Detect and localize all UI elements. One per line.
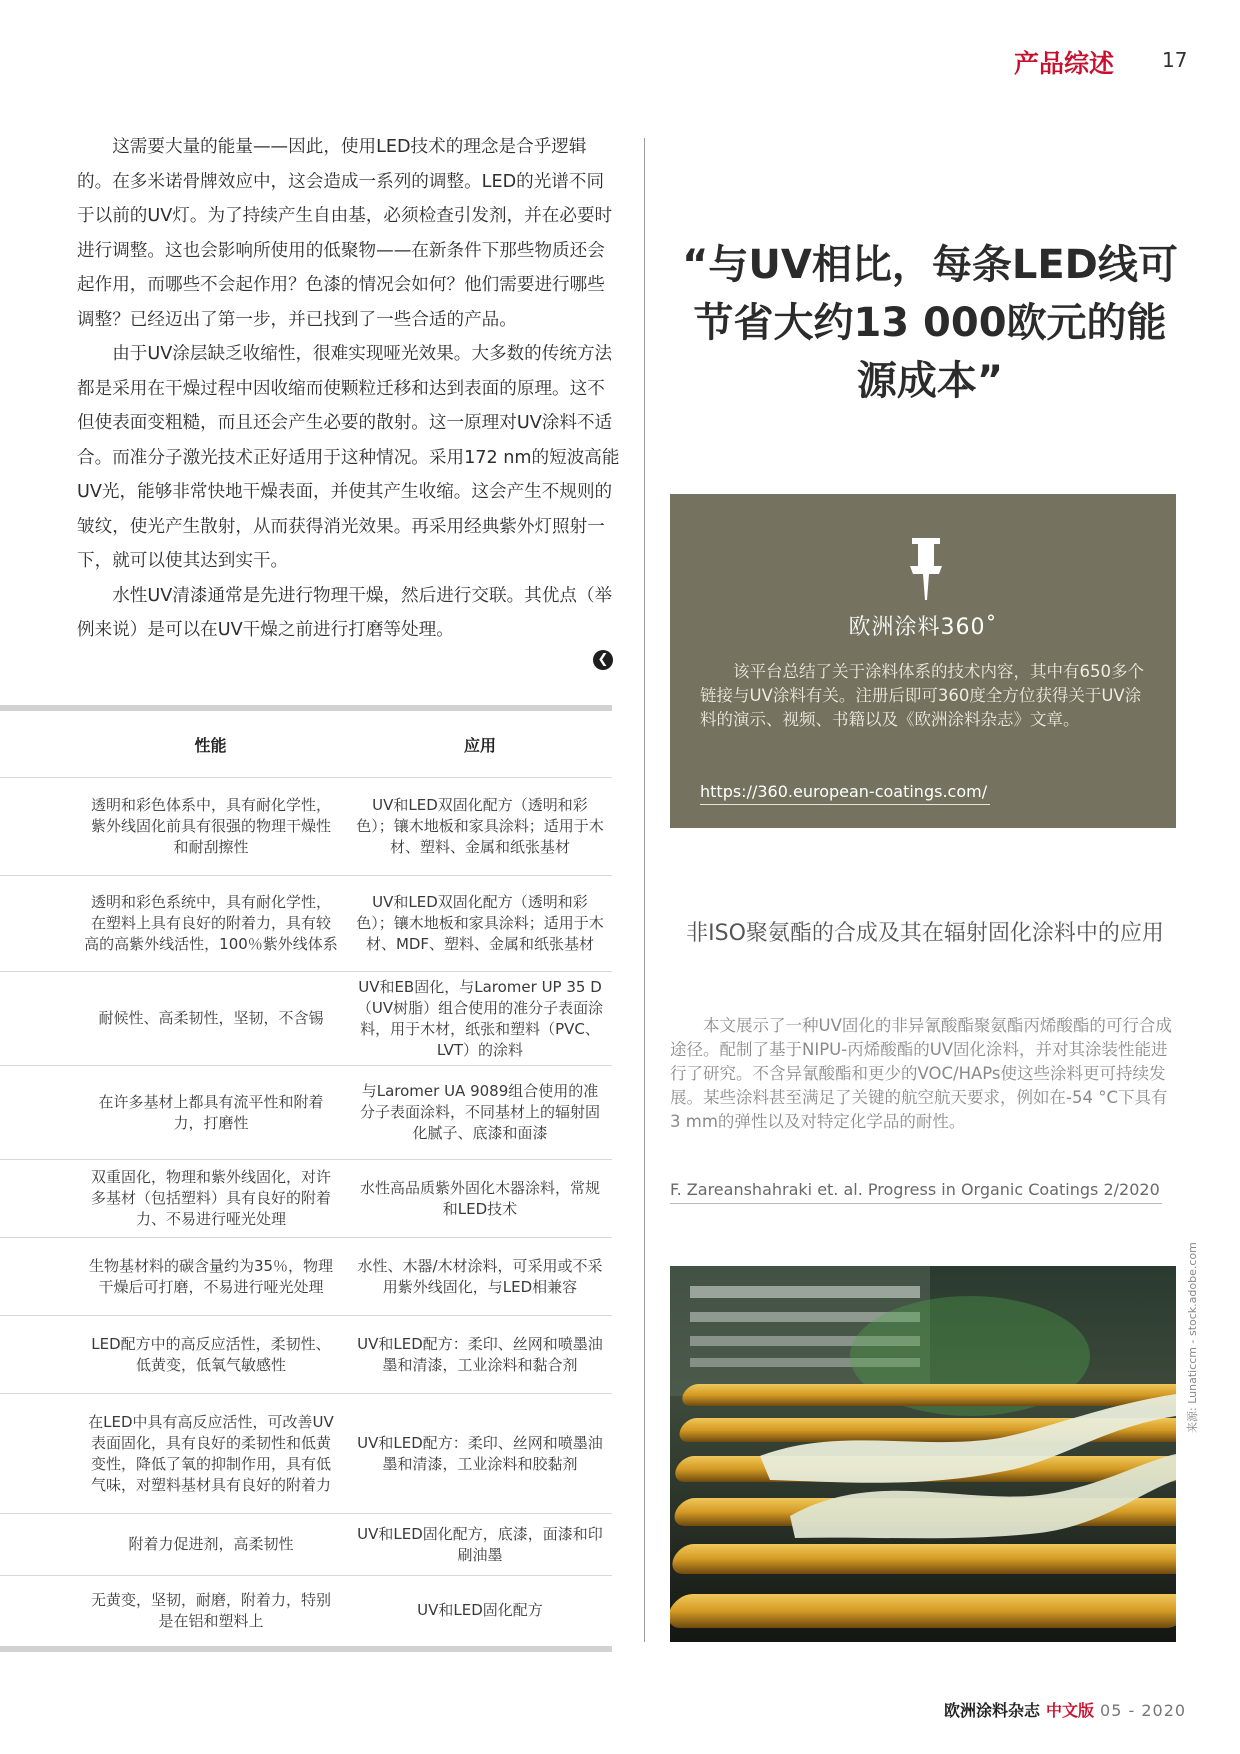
pull-quote: “与UV相比，每条LED线可节省大约13 000欧元的能源成本” [682, 242, 1178, 404]
table-cell: 与Laromer UA 9089组合使用的准分子表面涂料，不同基材上的辐射固化腻子、底漆和面漆 [348, 1066, 612, 1160]
info-box-link[interactable]: https://360.european-coatings.com/ [700, 782, 990, 805]
table-cell: LED配方中的高反应活性，柔韧性、低黄变，低氧气敏感性 [0, 1316, 348, 1394]
body-paragraph: 由于UV涂层缺乏收缩性，很难实现哑光效果。大多数的传统方法都是采用在干燥过程中因收缩而使颗粒迁移和达到表面的原理。这不但使表面变粗糙，而且还会产生必要的散射。这一原理对UV涂料不适合。而准分子激光技术正好适用于这种情况。采用172 nm的短波高能UV光，能够非常快地干燥表面，并使其产生收缩。这会产生不规则的皱纹，使光产生散射，从而获得消光效果。再采用经典紫外灯照射一下，就可以使其达到实干。 [77, 344, 620, 571]
conveyor-rollers-image [670, 1266, 1176, 1642]
page-number: 17 [1162, 48, 1188, 72]
body-paragraph: 水性UV清漆通常是先进行物理干燥，然后进行交联。其优点（举例来说）是可以在UV干燥之前进行打磨等处理。 [77, 585, 613, 640]
table-header-properties: 性能 [0, 711, 348, 778]
table-row [0, 1576, 612, 1646]
table-cell: 在LED中具有高反应活性，可改善UV表面固化，具有良好的柔韧性和低黄变性，降低了氧的抑制作用，具有低气味，对塑料基材具有良好的附着力 [0, 1394, 348, 1514]
table-cell: UV和LED固化配方 [417, 1601, 543, 1620]
table-cell: 双重固化，物理和紫外线固化，对许多基材（包括塑料）具有良好的附着力、不易进行哑光处理 [0, 1160, 348, 1238]
table-row [0, 876, 612, 972]
table-cell: 无黄变，坚韧，耐磨，附着力，特别是在铝和塑料上 [90, 1590, 331, 1630]
table-row [0, 1238, 612, 1316]
article-title: 非ISO聚氨酯的合成及其在辐射固化涂料中的应用 [686, 921, 1164, 946]
table-row [0, 778, 612, 876]
info-box-title: 欧洲涂料360˚ [848, 615, 998, 640]
table-row [0, 1394, 612, 1514]
info-box-description: 该平台总结了关于涂料体系的技术内容，其中有650多个链接与UV涂料有关。注册后即可360度全方位获得关于UV涂料的演示、视频、书籍以及《欧洲涂料杂志》文章。 [700, 662, 1144, 729]
table-cell: 透明和彩色系统中，具有耐化学性，在塑料上具有良好的附着力，具有较高的高紫外线活性，100％紫外线体系 [0, 876, 348, 972]
body-paragraph: 这需要大量的能量——因此，使用LED技术的理念是合乎逻辑的。在多米诺骨牌效应中，这会造成一系列的调整。LED的光谱不同于以前的UV灯。为了持续产生自由基，必须检查引发剂，并在必要时进行调整。这也会影响所使用的低聚物——在新条件下那些物质还会起作用，而哪些不会起作用？色漆的情况会如何？他们需要进行哪些调整？已经迈出了第一步，并已找到了一些合适的产品。 [77, 137, 613, 330]
table-header-row [0, 711, 612, 778]
column-divider [644, 138, 645, 1642]
table-cell: 水性高品质紫外固化木器涂料，常规和LED技术 [348, 1160, 612, 1238]
continue-arrow-icon: ❮ [593, 650, 613, 670]
table-cell: 附着力促进剂，高柔韧性 [0, 1514, 348, 1576]
table-cell: UV和LED固化配方，底漆，面漆和印刷油墨 [348, 1514, 612, 1576]
body-text [77, 130, 620, 648]
table-cell: 耐候性、高柔韧性，坚韧，不含锡 [0, 972, 348, 1066]
footer-issue: 05 - 2020 [1100, 1701, 1187, 1720]
table-row [0, 1514, 612, 1576]
article-reference: F. Zareanshahraki et. al. Progress in Organic Coatings 2/2020 [670, 1180, 1162, 1204]
pushpin-icon [906, 538, 946, 602]
conveyor-photo [670, 1266, 1176, 1642]
table-cell: 在许多基材上都具有流平性和附着力，打磨性 [0, 1066, 348, 1160]
table-cell: 透明和彩色体系中，具有耐化学性，紫外线固化前具有很强的物理干燥性和耐刮擦性 [0, 778, 348, 876]
table-row [0, 1160, 612, 1238]
table-cell: UV和LED双固化配方（透明和彩色）；镶木地板和家具涂料；适用于木材、MDF、塑料、金属和纸张基材 [348, 876, 612, 972]
table-cell: UV和LED双固化配方（透明和彩色）；镶木地板和家具涂料；适用于木材、塑料、金属和纸张基材 [348, 778, 612, 876]
section-title: 产品综述 [1014, 49, 1115, 78]
table-cell: UV和LED配方：柔印、丝网和喷墨油墨和清漆，工业涂料和黏合剂 [348, 1316, 612, 1394]
product-table [0, 705, 612, 1652]
table-header-applications: 应用 [348, 711, 612, 778]
table-row [0, 1066, 612, 1160]
table-row [0, 1316, 612, 1394]
table-cell: 水性、木器/木材涂料，可采用或不采用紫外线固化，与LED相兼容 [348, 1238, 612, 1316]
table-cell: UV和EB固化，与Laromer UP 35 D（UV树脂）组合使用的准分子表面涂料，用于木材，纸张和塑料（PVC、LVT）的涂料 [348, 972, 612, 1066]
page-footer [944, 1698, 1186, 1721]
info-box [670, 494, 1176, 828]
photo-credit: 来源: Lunaticcm - stock.adobe.com [1186, 1242, 1199, 1433]
article-summary: 本文展示了一种UV固化的非异氰酸酯聚氨酯丙烯酸酯的可行合成途径。配制了基于NIPU-丙烯酸酯的UV固化涂料，并对其涂装性能进行了研究。不含异氰酸酯和更少的VOC/HAPs使这些涂料更可持续发展。某些涂料甚至满足了关键的航空航天要求，例如在-54 °C下具有3 mm的弹性以及对特定化学品的耐性。 [670, 1016, 1172, 1131]
table-cell: 生物基材料的碳含量约为35％，物理干燥后可打磨，不易进行哑光处理 [0, 1238, 348, 1316]
footer-edition: 中文版 [1046, 1701, 1095, 1720]
table-row [0, 972, 612, 1066]
footer-magazine: 欧洲涂料杂志 [944, 1701, 1041, 1720]
table-cell: UV和LED配方：柔印、丝网和喷墨油墨和清漆，工业涂料和胶黏剂 [348, 1394, 612, 1514]
